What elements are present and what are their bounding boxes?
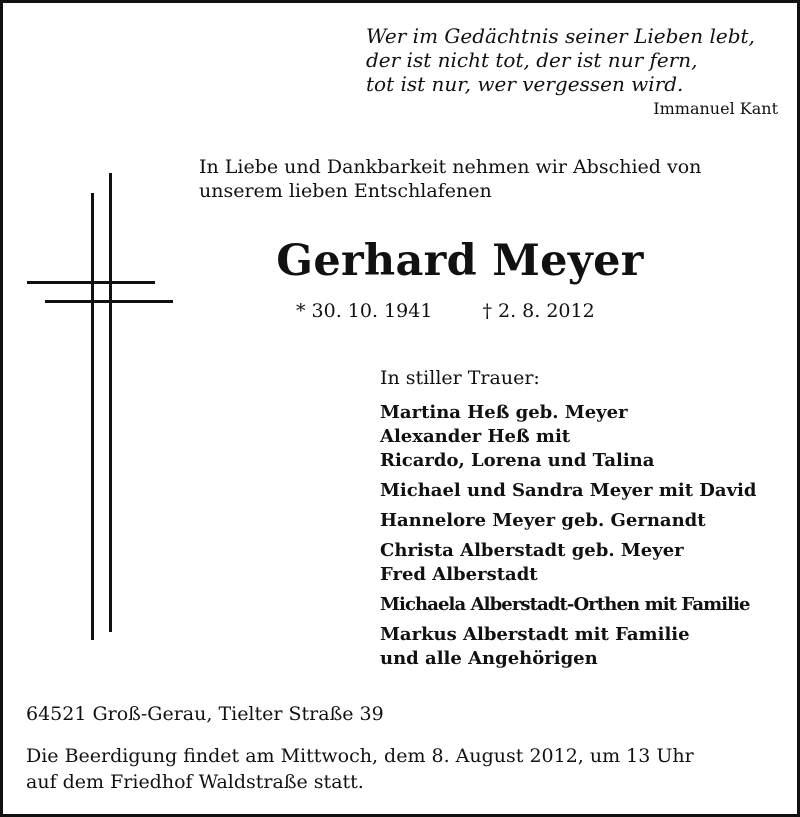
- birth-date: * 30. 10. 1941: [296, 300, 433, 322]
- mourner-name: Hannelore Meyer geb. Gernandt: [380, 510, 706, 531]
- mourner-name: Fred Alberstadt: [380, 564, 538, 585]
- funeral-line: auf dem Friedhof Waldstraße statt.: [26, 771, 364, 793]
- life-dates: [296, 298, 595, 324]
- quote-line: der ist nicht tot, der ist nur fern,: [366, 48, 698, 72]
- mourners-list: [380, 365, 790, 677]
- mourner-group: [380, 539, 790, 587]
- death-date: † 2. 8. 2012: [482, 300, 595, 322]
- mourner-group: [380, 479, 790, 503]
- mourner-name: Martina Heß geb. Meyer: [380, 402, 628, 423]
- mourner-name: Michael und Sandra Meyer mit David: [380, 480, 757, 501]
- mourner-group: [380, 623, 790, 671]
- intro-line: In Liebe und Dankbarkeit nehmen wir Abschied von: [199, 156, 702, 178]
- quote-block: [358, 24, 778, 120]
- cross-icon-vertical-bar: [109, 173, 112, 632]
- mourner-group: [380, 401, 790, 473]
- mourner-group: [380, 593, 790, 617]
- deceased-name: Gerhard Meyer: [276, 236, 644, 286]
- intro-line: unserem lieben Entschlafenen: [199, 180, 492, 202]
- quote-line: tot ist nur, wer vergessen wird.: [366, 72, 684, 96]
- funeral-notice: [26, 743, 778, 795]
- mourners-heading: In stiller Trauer:: [380, 367, 540, 389]
- mourner-name: Ricardo, Lorena und Talina: [380, 450, 655, 471]
- mourner-name: und alle Angehörigen: [380, 648, 598, 669]
- cross-icon-horizontal-bar: [45, 300, 173, 303]
- mourner-name: Michaela Alberstadt-Orthen mit Familie: [380, 594, 750, 615]
- intro-text: [199, 155, 784, 203]
- mourner-name: Alexander Heß mit: [380, 426, 571, 447]
- mourner-name: Markus Alberstadt mit Familie: [380, 624, 690, 645]
- quote-author: Immanuel Kant: [653, 99, 778, 118]
- quote-line: Wer im Gedächtnis seiner Lieben lebt,: [366, 24, 755, 48]
- funeral-line: Die Beerdigung findet am Mittwoch, dem 8. August 2012, um 13 Uhr: [26, 745, 694, 767]
- cross-icon-vertical-bar: [91, 193, 94, 640]
- mourner-group: [380, 509, 790, 533]
- mourner-name: Christa Alberstadt geb. Meyer: [380, 540, 684, 561]
- family-address: 64521 Groß-Gerau, Tielter Straße 39: [26, 703, 384, 725]
